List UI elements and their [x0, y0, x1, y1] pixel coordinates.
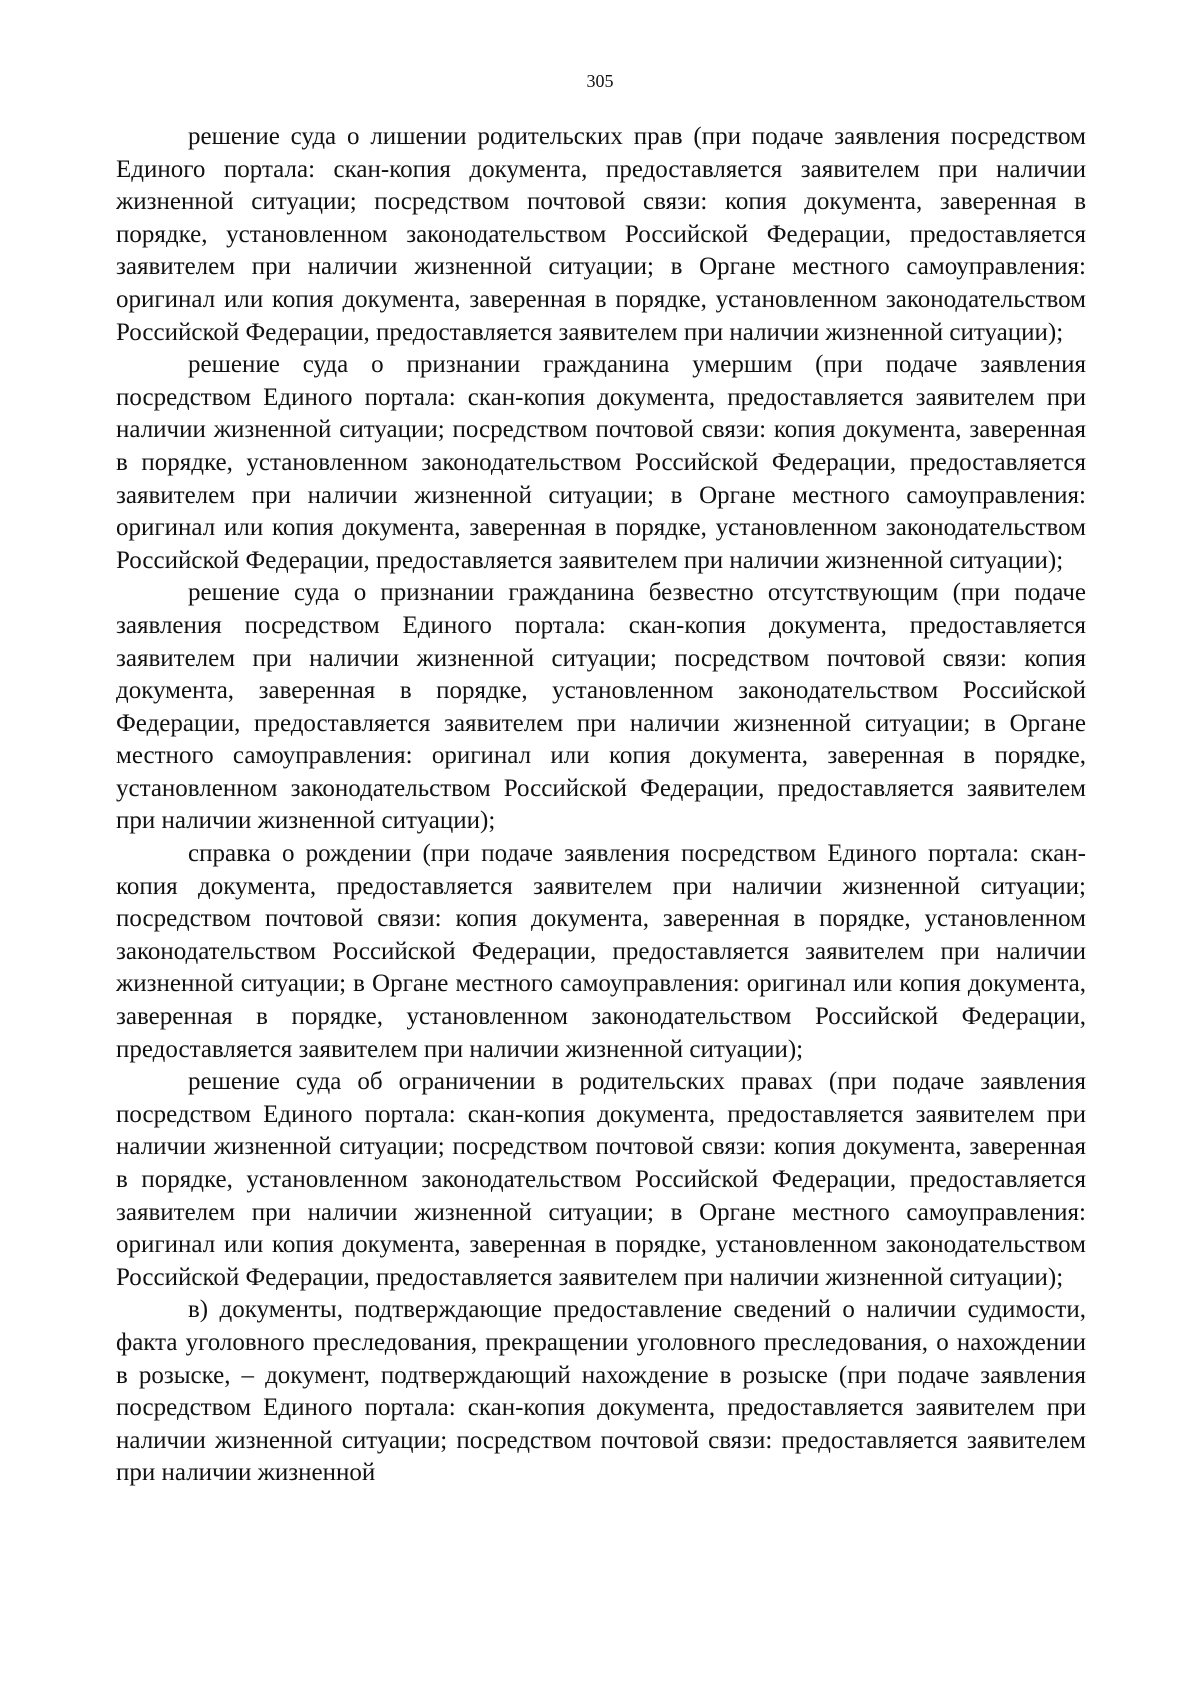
paragraph-birth-certificate: справка о рождении (при подаче заявления посредством Единого портала: скан-копия документа, предоставляется заявителем при наличии жизненной ситуации; посредством почтовой связи: копия документа, заверенная в порядке, установленном законодательством Российской Федерации, предоставляется заявителем при наличии жизненной ситуации; в Органе местного самоуправления: оригинал или копия документа, заверенная в порядке, установленном законодательством Российской Федерации, предоставляется заявителем при наличии жизненной ситуации); [116, 840, 1086, 1063]
paragraph-parental-rights-restriction: решение суда об ограничении в родительских правах (при подаче заявления посредством Единого портала: скан-копия документа, предоставляется заявителем при наличии жизненной ситуации; посредством почтовой связи: копия документа, заверенная в порядке, установленном законодательством Российской Федерации, предоставляется заявителем при наличии жизненной ситуации; в Органе местного самоуправления: оригинал или копия документа, заверенная в порядке, установленном законодательством Российской Федерации, предоставляется заявителем при наличии жизненной ситуации); [116, 1068, 1086, 1291]
paragraph-declared-missing: решение суда о признании гражданина безвестно отсутствующим (при подаче заявления посредством Единого портала: скан-копия документа, предоставляется заявителем при наличии жизненной ситуации; посредством почтовой связи: копия документа, заверенная в порядке, установленном законодательством Российской Федерации, предоставляется заявителем при наличии жизненной ситуации; в Органе местного самоуправления: оригинал или копия документа, заверенная в порядке, установленном законодательством Российской Федерации, предоставляется заявителем при наличии жизненной ситуации); [116, 579, 1086, 835]
document-body [116, 121, 1086, 1490]
paragraph-declared-deceased: решение суда о признании гражданина умершим (при подаче заявления посредством Единого портала: скан-копия документа, предоставляется заявителем при наличии жизненной ситуации; посредством почтовой связи: копия документа, заверенная в порядке, установленном законодательством Российской Федерации, предоставляется заявителем при наличии жизненной ситуации; в Органе местного самоуправления: оригинал или копия документа, заверенная в порядке, установленном законодательством Российской Федерации, предоставляется заявителем при наличии жизненной ситуации); [116, 351, 1086, 574]
paragraph-criminal-record-documents: в) документы, подтверждающие предоставление сведений о наличии судимости, факта уголовного преследования, прекращении уголовного преследования, о нахождении в розыске, – документ, подтверждающий нахождение в розыске (при подаче заявления посредством Единого портала: скан-копия документа, предоставляется заявителем при наличии жизненной ситуации; посредством почтовой связи: предоставляется заявителем при наличии жизненной [116, 1296, 1086, 1487]
paragraph-parental-rights-deprivation: решение суда о лишении родительских прав (при подаче заявления посредством Единого портала: скан-копия документа, предоставляется заявителем при наличии жизненной ситуации; посредством почтовой связи: копия документа, заверенная в порядке, установленном законодательством Российской Федерации, предоставляется заявителем при наличии жизненной ситуации; в Органе местного самоуправления: оригинал или копия документа, заверенная в порядке, установленном законодательством Российской Федерации, предоставляется заявителем при наличии жизненной ситуации); [116, 123, 1086, 346]
page-number: 305 [586, 71, 614, 91]
